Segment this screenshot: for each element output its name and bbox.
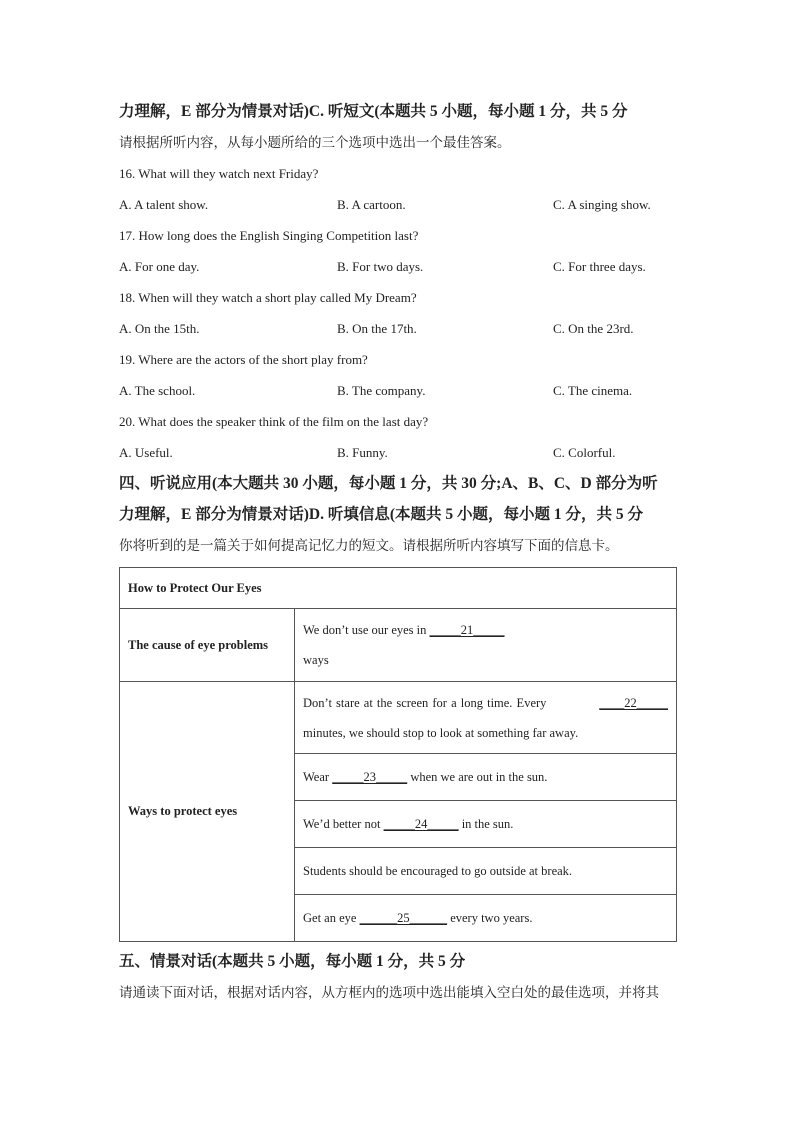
option-b: B. On the 17th. — [337, 321, 417, 336]
part-e-heading: 五、情景对话(本题共 5 小题，每小题 1 分，共 5 分 — [119, 953, 466, 970]
exam-page — [119, 96, 679, 1008]
cause-cell — [295, 609, 677, 682]
options-row — [119, 375, 679, 406]
way-3-text-pre: We’d better not — [303, 816, 384, 831]
option-c: C. The cinema. — [553, 383, 633, 398]
question-18 — [119, 282, 679, 344]
question-17 — [119, 220, 679, 282]
question-text: 19. Where are the actors of the short play from? — [119, 352, 368, 367]
way-3-cell — [295, 801, 677, 848]
cause-label: The cause of eye problems — [120, 609, 295, 682]
info-card-table — [119, 567, 677, 942]
part-c-heading: 力理解，E 部分为情景对话)C. 听短文(本题共 5 小题，每小题 1 分，共 5 分 — [119, 103, 628, 120]
option-a: A. The school. — [119, 383, 196, 398]
way-5-text-pre: Get an eye — [303, 910, 360, 925]
question-20 — [119, 406, 679, 468]
option-c: C. Colorful. — [553, 445, 616, 460]
question-text: 18. When will they watch a short play called My Dream? — [119, 290, 417, 305]
way-1-text-pre: Don’t stare at the screen for a long time. Every — [303, 695, 547, 710]
ways-label: Ways to protect eyes — [120, 682, 295, 942]
option-c: C. A singing show. — [553, 197, 651, 212]
way-5-text-post: every two years. — [447, 910, 533, 925]
option-a: A. For one day. — [119, 259, 200, 274]
blank-22[interactable]: ____22_____ — [599, 695, 668, 710]
option-c: C. For three days. — [553, 259, 646, 274]
part-d-instruction: 你将听到的是一篇关于如何提高记忆力的短文。请根据所听内容填写下面的信息卡。 — [119, 538, 619, 553]
way-5-cell — [295, 895, 677, 942]
option-b: B. Funny. — [337, 445, 388, 460]
way-4-cell: Students should be encouraged to go outside at break. — [295, 848, 677, 895]
option-a: A. A talent show. — [119, 197, 209, 212]
card-title: How to Protect Our Eyes — [120, 568, 677, 609]
way-2-text-pre: Wear — [303, 769, 333, 784]
option-b: B. The company. — [337, 383, 426, 398]
question-19 — [119, 344, 679, 406]
way-1-cell — [295, 682, 677, 754]
question-text: 16. What will they watch next Friday? — [119, 166, 319, 181]
blank-23[interactable]: _____23_____ — [332, 769, 408, 784]
blank-24[interactable]: _____24_____ — [383, 816, 459, 831]
option-c: C. On the 23rd. — [553, 321, 634, 336]
blank-25[interactable]: ______25______ — [359, 910, 448, 925]
question-16 — [119, 158, 679, 220]
cause-text-pre: We don’t use our eyes in — [303, 623, 430, 637]
way-3-text-post: in the sun. — [458, 816, 514, 831]
options-row — [119, 251, 679, 282]
part-d-heading-line2: 力理解，E 部分为情景对话)D. 听填信息(本题共 5 小题，每小题 1 分，共 5 分 — [119, 506, 643, 523]
option-a: A. On the 15th. — [119, 321, 200, 336]
question-text: 17. How long does the English Singing Competition last? — [119, 228, 419, 243]
option-b: B. For two days. — [337, 259, 424, 274]
question-text: 20. What does the speaker think of the film on the last day? — [119, 414, 429, 429]
part-e-instruction: 请通读下面对话，根据对话内容，从方框内的选项中选出能填入空白处的最佳选项，并将其 — [119, 985, 659, 1000]
part-c-instruction: 请根据所听内容，从每小题所给的三个选项中选出一个最佳答案。 — [119, 135, 511, 150]
part-d-heading-line1: 四、听说应用(本大题共 30 小题，每小题 1 分，共 30 分;A、B、C、D 部分为听 — [119, 475, 658, 492]
way-2-cell — [295, 754, 677, 801]
option-b: B. A cartoon. — [337, 197, 406, 212]
blank-21[interactable]: _____21_____ — [429, 623, 505, 637]
options-row — [119, 313, 679, 344]
way-2-text-post: when we are out in the sun. — [407, 769, 548, 784]
options-row — [119, 437, 679, 468]
options-row — [119, 189, 679, 220]
option-a: A. Useful. — [119, 445, 173, 460]
cause-text-post: ways — [303, 653, 329, 667]
way-1-text-post: minutes, we should stop to look at something far away. — [303, 725, 579, 740]
